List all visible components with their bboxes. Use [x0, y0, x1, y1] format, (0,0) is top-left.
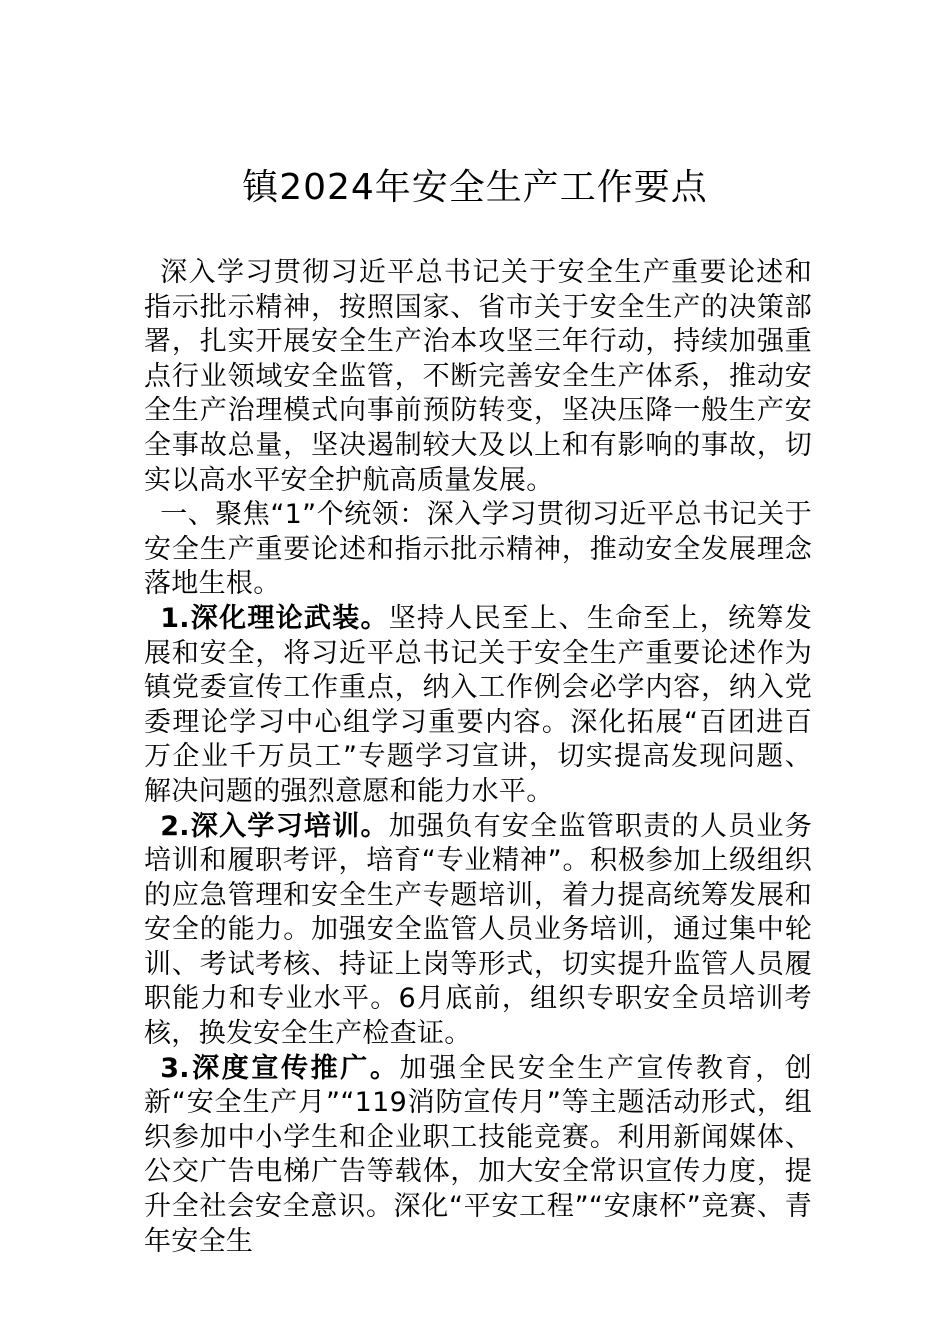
item-paragraph-1 — [144, 602, 812, 810]
item-text-3: 加强全民安全生产宣传教育，创新“安全生产月”“119消防宣传月”等主题活动形式，组织参加中小学生和企业职工技能竞赛。利用新闻媒体、公交广告电梯广告等载体，加大安全常识宣传力度，提升全社会安全意识。深化“平安工程”“安康杯”竞赛、青年安全生 — [144, 1052, 812, 1257]
item-paragraph-2 — [144, 810, 812, 1052]
section-heading-1: 一、聚焦“1”个统领：深入学习贯彻习近平总书记关于安全生产重要论述和指示批示精神，推动安全发展理念落地生根。 — [144, 499, 812, 600]
document-title: 镇2024年安全生产工作要点 — [242, 167, 708, 208]
intro-paragraph: 深入学习贯彻习近平总书记关于安全生产重要论述和指示批示精神，按照国家、省市关于安全生产的决策部署，扎实开展安全生产治本攻坚三年行动，持续加强重点行业领域安全监管，不断完善安全生产体系，推动安全生产治理模式向事前预防转变，坚决压降一般生产安全事故总量，坚决遏制较大及以上和有影响的事故，切实以高水平安全护航高质量发展。 — [144, 257, 812, 496]
item-lead-3: 3.深度宣传推广。 — [160, 1052, 400, 1084]
item-text-2: 加强负有安全监管职责的人员业务培训和履职考评，培育“专业精神”。积极参加上级组织的应急管理和安全生产专题培训，着力提高统筹发展和安全的能力。加强安全监管人员业务培训，通过集中轮训、考试考核、持证上岗等形式，切实提升监管人员履职能力和专业水平。6月底前，组织专职安全员培训考核，换发安全生产检查证。 — [144, 810, 813, 1050]
document-body — [144, 256, 812, 1259]
item-paragraph-3 — [144, 1052, 812, 1260]
item-lead-2: 2.深入学习培训。 — [160, 810, 389, 842]
item-text-1: 坚持人民至上、生命至上，统筹发展和安全，将习近平总书记关于安全生产重要论述作为镇党委宣传工作重点，纳入工作例会必学内容，纳入党委理论学习中心组学习重要内容。深化拓展“百团进百万企业千万员工”专题学习宣讲，切实提高发现问题、解决问题的强烈意愿和能力水平。 — [144, 602, 813, 807]
item-lead-1: 1.深化理论武装。 — [160, 602, 389, 634]
